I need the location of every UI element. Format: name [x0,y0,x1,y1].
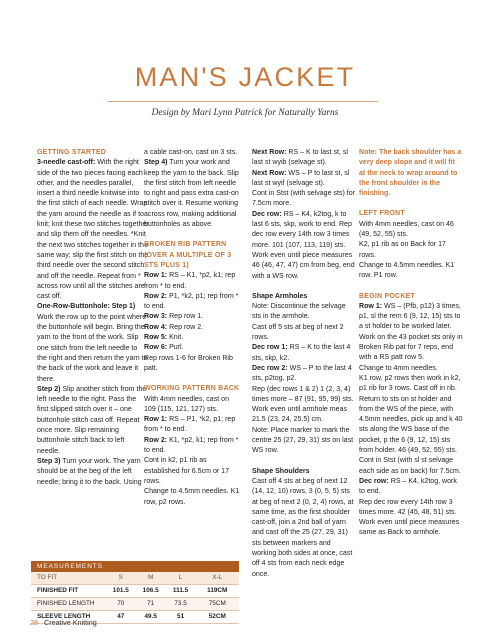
instruction-text: RS – K to the last 4 sts, skp, k2. [252,344,351,362]
instruction-text: K1, *p2, k1; rep from * to end. [144,436,239,455]
instruction-text: Change to 4mm needles. [359,364,438,372]
instruction-paragraph [359,498,463,519]
instruction-paragraph [252,323,356,344]
instruction-label: Next Row: [252,169,287,177]
instruction-label: Row 3: [144,313,168,321]
instruction-label: Next Row: [252,149,287,156]
instruction-paragraph [144,148,240,158]
instruction-text: Cast off 4 sts at beg of next 12 (14, 12, 10) rows, 3 (0, 5, 5) sts at beg of next 2 (0, 2, 4) rows, at same time, as the first shoulder cast-off, join a 2nd ball of yarn and cast off the 25 (27, 29, 31) sts between markers and working both sides at once, cast off 4 sts from each neck edge once. [252,477,354,578]
instruction-paragraph [37,158,149,302]
note-text: Note: The back shoulder has a very deep slope and it will fit at the neck to wrap around to the front shoulder in the finishing. [359,149,462,198]
paragraph-gap [252,282,356,292]
row-label: FINISHED FIT [37,587,79,594]
instruction-text: RS – K4, k2tog, k to last 6 sts, skp, work to end. Rep dec row every 14th row 3 times more. 101 (107, 113, 119) sts. [252,210,352,249]
instruction-paragraph [252,385,356,406]
instruction-text: P1, *k2, p1; rep from * to end. [144,292,239,311]
instruction-paragraph [252,405,356,426]
table-row [31,585,239,598]
instruction-paragraph [252,302,356,323]
column-header: M [148,574,154,581]
instruction-paragraph [359,364,463,374]
instruction-paragraph [144,333,240,343]
table-cell: 51 [177,613,185,620]
instruction-text: WS – P to last st, sl last st wyif (selvage st). [252,169,350,187]
table-cell: 49.5 [144,613,157,620]
instruction-text: Knit. [167,334,184,342]
row-label: SLEEVE LENGTH [37,613,91,620]
instruction-paragraph [144,323,240,333]
instruction-paragraph [252,251,356,282]
subsection-heading: Shape Shoulders [252,467,310,475]
instruction-text: Work even until armhole meas 21.5 (23, 24, 25.5) cm. [252,406,348,424]
measurements-header-row [31,572,239,585]
instruction-text: Change to 4.5mm needles. K1 row. P1 row. [359,261,455,280]
table-row [31,598,239,611]
instruction-label: 3-needle cast-off: [37,159,96,167]
instruction-paragraph [359,261,463,282]
instruction-text: Return to sts on st holder and from the WS of the piece, with 4.5mm needles, pick up and k 40 sts along the WS base of the pocket, p the 6 (9, 12, 15) sts from holder. 46 (49, 52, 55) sts. [359,395,463,455]
instruction-text: RS – P1, *k2, p1; rep from * to end. [144,416,236,434]
instruction-paragraph [37,302,149,384]
column-1 [37,148,149,488]
instruction-label: Row 4: [144,323,168,331]
section-heading: GETTING STARTED [37,149,107,156]
instruction-text: Turn your work. The yarn should be at the beg of the left needle; bring it to the back. Using [37,457,142,486]
measurements-heading: MEASUREMENTS [31,561,239,572]
column-header: X-L [212,574,223,581]
instruction-text: With 4mm needles, cast on 46 (49, 52, 55) sts. [359,220,454,239]
instruction-text: Turn your work and keep the yarn to the back. Slip the first stitch from left needle to right and pass extra cast-on stitch over it. Resume working across row, making additional buttonholes as above. [144,159,239,229]
instruction-paragraph [252,148,356,169]
table-cell: 71 [147,600,155,607]
instruction-text: Note: Discontinue the selvage sts in the armhole. [252,303,346,321]
instruction-paragraph [37,457,149,488]
instruction-label: One-Row-Buttonhole: Step 1) [37,303,136,311]
designer-byline: Design by Mari Lynn Patrick for Naturally Yarns [151,108,339,118]
table-cell: 73.5 [174,600,187,607]
paragraph-gap [252,457,356,467]
page-footer [30,618,97,627]
instruction-label: Row 1: [144,416,168,424]
instruction-text: RS – K1, *p2, k1; rep from * to end. [144,272,236,290]
instruction-label: Dec row: [359,477,389,485]
instruction-label: Row 6: [144,344,168,352]
instruction-text: Cont in Stst (with sl st selvage each side as on back) for 7.5cm. [359,457,461,475]
instruction-label: Row 2: [144,436,168,444]
column-header: TO FIT [37,574,58,581]
instruction-text: K2, p1 rib as on Back for 17 rows. [359,241,446,259]
instruction-paragraph [359,374,463,395]
instruction-paragraph [359,518,463,539]
instruction-paragraph [144,354,240,375]
instruction-paragraph [252,189,356,210]
table-cell: 119CM [207,587,228,594]
row-label: FINISHED LENGTH [37,600,95,607]
instruction-text: Work the row up to the point where the buttonhole will begin. Bring the yarn to the front of the work. Slip one stitch from the left needle to the right and then return the yarn to the back of the work and leave it there. [37,313,148,383]
table-cell: 70 [117,600,125,607]
instruction-label: Row 1: [359,302,383,310]
instruction-text: RS – K to last st, sl last st wyib (selvage st). [252,149,348,167]
instruction-text: K1 row, p2 rows then work in k2, p1 rib for 3 rows. Cast off in rib. [359,374,461,393]
table-cell: 75CM [208,600,226,607]
instruction-text: Cast off 5 sts at beg of next 2 rows. [252,323,344,342]
column-3 [252,148,356,580]
instruction-paragraph [144,415,240,436]
instruction-paragraph [359,302,463,364]
instruction-paragraph [359,456,463,477]
instruction-label: Row 2: [144,292,168,300]
page-title: MAN'S JACKET [134,62,356,92]
instruction-text: Slip another stitch from the left needle to the right. Pass the first slipped stitch over it – one buttonhole stitch cast off. Repeat once more. Slip remaining buttonhole stitch back to left needle. [37,385,147,455]
section-heading: WORKING PATTERN BACK [144,385,240,393]
instruction-paragraph [359,240,463,261]
instruction-text: Purl. [167,344,184,352]
instruction-text: Cont in k2, p1 rib as established for 6.5cm or 17 rows. [144,457,229,485]
instruction-text: With 4mm needles, cast on 109 (115, 121, 127) sts. [144,395,229,413]
instruction-paragraph [37,385,149,457]
instruction-paragraph [144,158,240,230]
instruction-paragraph [144,487,240,508]
instruction-label: Step 3) [37,457,61,465]
section-heading: BROKEN RIB PATTERN (OVER A MULTIPLE OF 3 STS PLUS 1) [144,241,232,269]
instruction-label: Dec row 1: [252,344,288,352]
table-cell: 47 [117,613,125,620]
title-rule [108,101,378,102]
instruction-paragraph [252,343,356,364]
instruction-text: Rep dec row every 14th row 3 times more. 42 (45, 48, 51) sts. [359,498,457,516]
instruction-text: Work even until piece measures 46 (46, 47, 47) cm from beg, end with a WS row. [252,251,355,280]
instruction-text: Change to 4.5mm needles. K1 row, p2 rows. [144,488,240,506]
instruction-paragraph [252,426,356,457]
instruction-text: RS – K4, k2tog, work to end. [359,477,457,496]
instruction-text: With the right side of the two pieces facing each other, and the needles parallel, insert a third needle knitwise into the first stitch of each needle. Wrap the yarn around the needle as if to knit; knit these two stitches together and slip them off the needles. *Knit the next two stitches together in the same way; slip the first stitch on the third needle over the second stitch and off the needle. Repeat from * across row until all the stitches are cast off. [37,159,149,301]
column-2 [144,148,240,508]
instruction-paragraph [252,169,356,190]
instruction-paragraph [252,210,356,251]
instruction-text: WS – P to the last 4 sts, p2tog, p2. [252,364,352,383]
instruction-paragraph [144,292,240,313]
instruction-label: Row 1: [144,272,168,280]
subsection-heading: Shape Armholes [252,292,308,300]
paragraph-gap [359,282,463,292]
instruction-paragraph [144,436,240,457]
instruction-paragraph [359,395,463,457]
column-4 [359,148,463,539]
paragraph-gap [144,230,240,240]
measurements-table [31,561,239,624]
table-cell: 52CM [208,613,226,620]
instruction-paragraph [144,343,240,353]
instruction-text: Cont in Stst (with selvage sts) for 7.5cm more. [252,190,355,208]
instruction-paragraph [359,220,463,241]
instruction-label: Dec row: [252,210,282,218]
instruction-paragraph [144,312,240,322]
column-header: S [118,574,123,581]
instruction-text: Note: Place marker to mark the centre 25 (27, 29, 31) sts on last WS row. [252,426,354,455]
table-cell: 106.5 [142,587,159,594]
column-header: L [178,574,183,581]
paragraph-gap [144,374,240,384]
instruction-paragraph [144,271,240,292]
section-heading: BEGIN POCKET [359,292,416,300]
instruction-paragraph [252,477,356,580]
instruction-paragraph [359,477,463,498]
section-heading: LEFT FRONT [359,210,405,218]
instruction-label: Dec row 2: [252,364,288,372]
instruction-text: a cable cast-on, cast on 3 sts. [144,149,238,156]
publication-name: Creative Knitting [44,618,97,627]
instruction-label: Step 4) [144,159,168,167]
instruction-text: Rep row 1. [167,313,204,321]
instruction-paragraph [252,364,356,385]
instruction-label: Step 2) [37,385,61,393]
paragraph-gap [359,199,463,209]
instruction-text: Rep (dec rows 1 & 2) 1 (2, 3, 4) times more – 87 (91, 95, 99) sts. [252,385,354,403]
page-number: 28 [30,618,38,627]
instruction-paragraph [144,395,240,416]
instruction-text: Rep row 2. [167,323,204,331]
instruction-text: Rep rows 1-6 for Broken Rib patt. [144,354,233,372]
table-cell: 101.5 [112,587,129,594]
instruction-label: Row 5: [144,334,168,342]
instruction-text: WS – (Pfb, p12) 3 times, p1, sl the rem 6 (9, 12, 15) sts to a st holder to be worked later. Work on the 43 pocket sts only in Broken Rib pat for 7 reps, end with a RS patt row 5. [359,302,463,362]
table-cell: 111.5 [172,587,189,594]
instruction-paragraph [144,456,240,487]
instruction-text: Work even until piece measures same as Back to armhole. [359,519,460,537]
